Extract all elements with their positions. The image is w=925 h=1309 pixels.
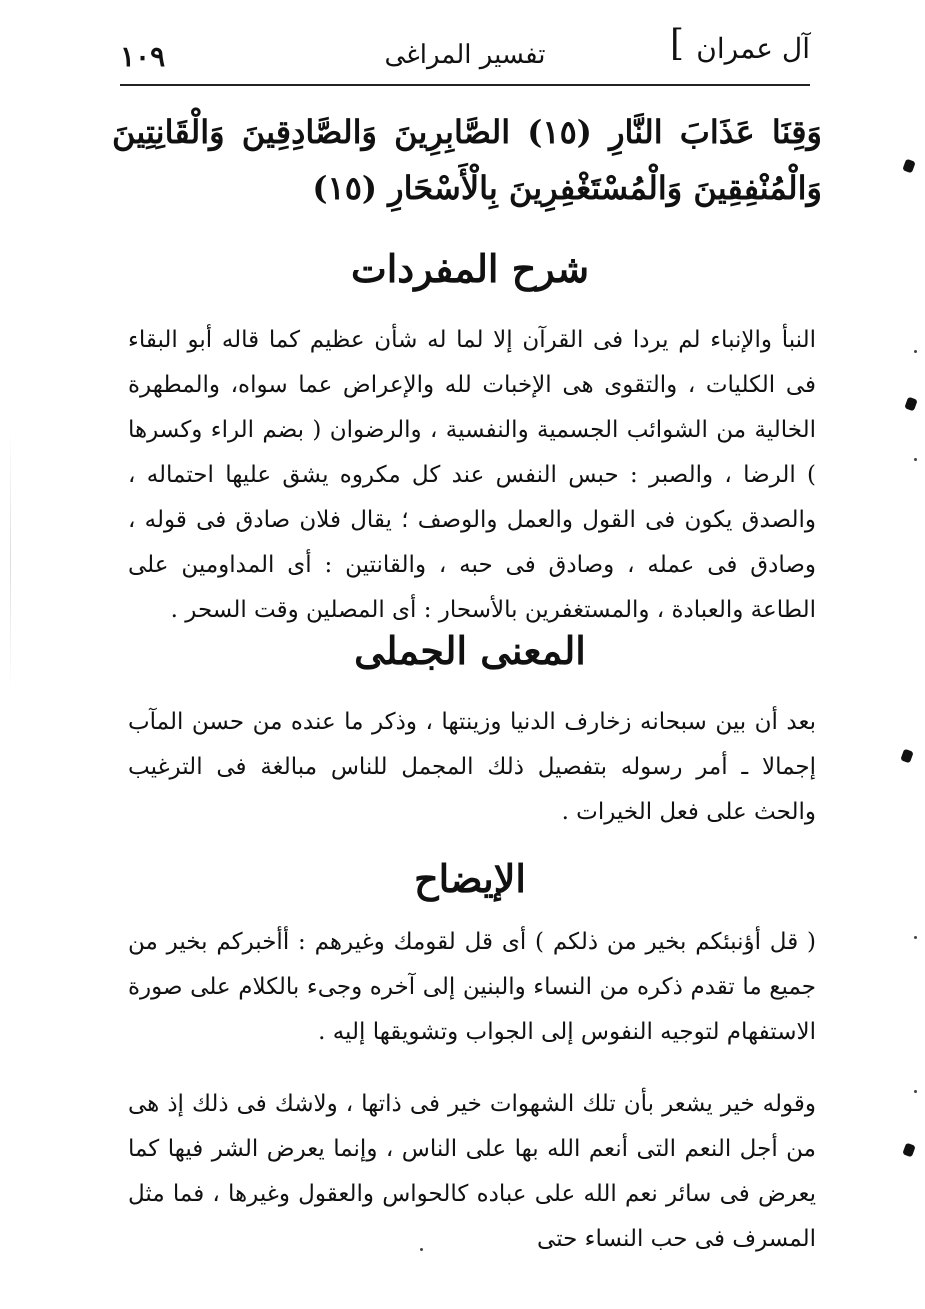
vocab-heading: شرح المفردات	[350, 246, 590, 291]
header-rule	[120, 84, 810, 86]
margin-dot	[914, 1090, 917, 1093]
margin-mark	[900, 749, 914, 764]
explanation-paragraph-1: ( قل أؤنبئكم بخير من ذلكم ) أى قل لقومك وغيرهم : أأخبركم بخير من جميع ما تقدم ذكره من النساء والبنين إلى آخره وجىء بالكلام على صورة الاستفهام لتوجيه النفوس إلى الجواب وتشويقها إليه .	[128, 929, 816, 1045]
margin-dot	[420, 1248, 423, 1251]
margin-mark	[902, 1143, 916, 1158]
explanation-heading: الإيضاح	[414, 856, 526, 901]
page-edge-shadow	[10, 430, 11, 690]
explanation-paragraph-2: وقوله خير يشعر بأن تلك الشهوات خير فى ذاتها ، ولاشك فى ذلك إذ هى من أجل النعم التى أنعم الله بها على الناس ، وإنما يعرض الشر فيها كما يعرض فى سائر نعم الله على عباده كالحواس والعقول وغيرها ، فما مثل المسرف فى حب النساء حتى	[128, 1091, 816, 1252]
book-title: تفسير المراغى	[384, 40, 546, 70]
surah-name: آل عمران	[696, 32, 810, 65]
page-number: ١٠٩	[120, 40, 166, 73]
meaning-heading: المعنى الجملى	[354, 628, 586, 673]
margin-mark	[904, 397, 918, 412]
header-bracket: ]	[669, 23, 684, 64]
margin-mark	[902, 159, 916, 174]
meaning-paragraph: بعد أن بين سبحانه زخارف الدنيا وزينتها ، وذكر ما عنده من حسن المآب إجمالا ـ أمر رسوله بتفصيل ذلك المجمل للناس مبالغة فى الترغيب والحث على فعل الخيرات .	[128, 709, 816, 825]
margin-dot	[914, 458, 917, 461]
quran-verse: وَقِنَا عَذَابَ النَّارِ (١٥) الصَّابِرِينَ وَالصَّادِقِينَ وَالْقَانِتِينَ وَالْمُنْفِقِينَ وَالْمُسْتَغْفِرِينَ بِالْأَسْحَارِ (١٥)	[112, 113, 823, 207]
vocab-paragraph: النبأ والإنباء لم يردا فى القرآن إلا لما له شأن عظيم كما قاله أبو البقاء فى الكليات ، والتقوى هى الإخبات لله والإعراض عما سواه، والمطهرة الخالية من الشوائب الجسمية والنفسية ، والرضوان ( بضم الراء وكسرها ) الرضا ، والصبر : حبس النفس عند كل مكروه يشق عليها احتماله ، والصدق يكون فى القول والعمل والوصف ؛ يقال فلان صادق فى قوله ، وصادق فى عمله ، وصادق فى حبه ، والقانتين : أى المداومين على الطاعة والعبادة ، والمستغفرين بالأسحار : أى المصلين وقت السحر .	[128, 327, 816, 623]
margin-dot	[914, 936, 917, 939]
page-header	[120, 22, 810, 86]
margin-dot	[914, 350, 917, 353]
